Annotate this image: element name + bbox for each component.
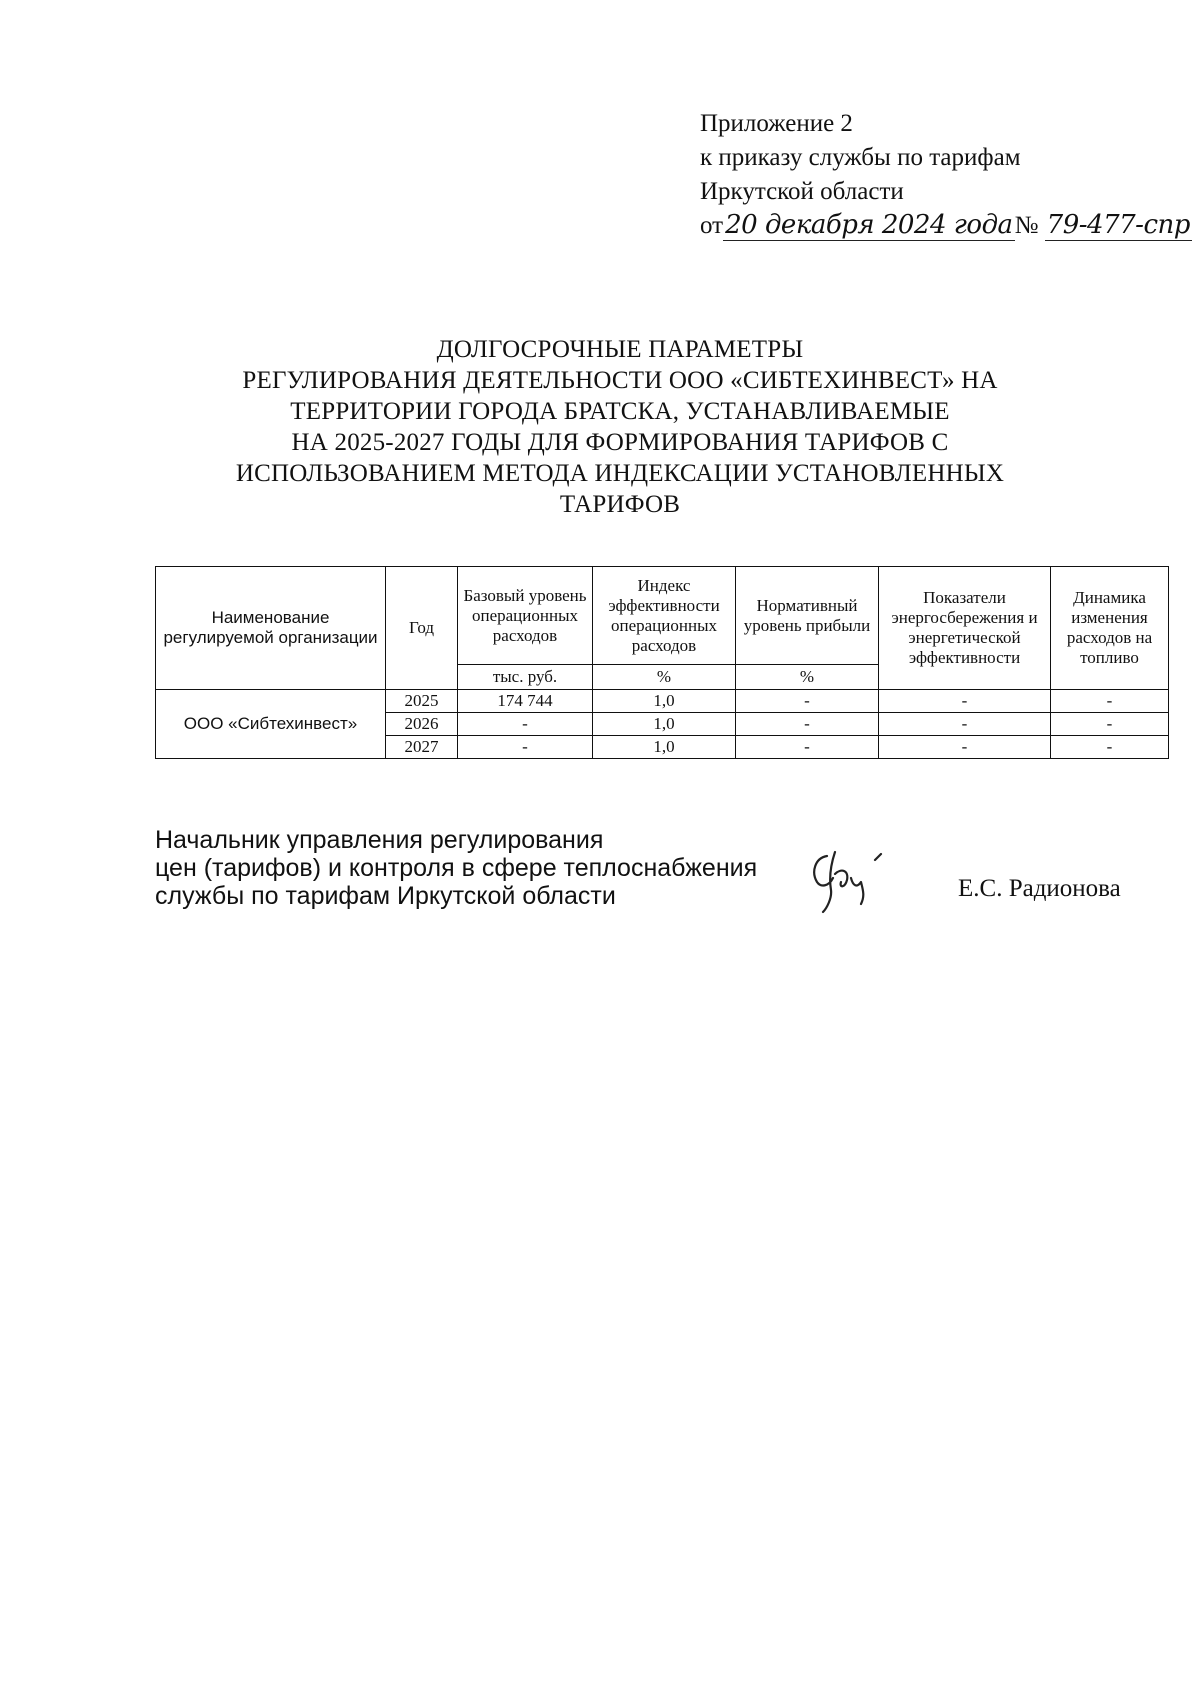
appendix-block [700,107,1192,243]
header-year: Год [386,567,458,690]
fuel-cell: - [1051,690,1169,713]
index-cell: 1,0 [593,736,736,759]
title-line-2: РЕГУЛИРОВАНИЯ ДЕЯТЕЛЬНОСТИ ООО «СИБТЕХИНВЕСТ» НА [242,367,998,394]
year-cell: 2026 [386,713,458,736]
organization-cell: ООО «Сибтехинвест» [156,690,386,759]
profit-cell: - [736,713,879,736]
appendix-line-3: Иркутской области [700,178,904,205]
fuel-cell: - [1051,713,1169,736]
header-base: Базовый уровень операционных расходов [458,567,593,665]
from-prefix: от [700,212,724,239]
signatory-line-3: службы по тарифам Иркутской области [155,882,616,910]
signatory-line-2: цен (тарифов) и контроля в сфере теплоснабжения [155,854,758,882]
header-profit: Нормативный уровень прибыли [736,567,879,665]
document-title [160,334,1080,520]
title-line-3: ТЕРРИТОРИИ ГОРОДА БРАТСКА, УСТАНАВЛИВАЕМЫЕ [290,398,950,425]
index-cell: 1,0 [593,713,736,736]
energy-cell: - [879,690,1051,713]
table-header-row [156,567,1169,665]
energy-cell: - [879,736,1051,759]
fuel-cell: - [1051,736,1169,759]
base-cell: - [458,713,593,736]
title-line-6: ТАРИФОВ [559,491,681,518]
title-line-4: НА 2025-2027 ГОДЫ ДЛЯ ФОРМИРОВАНИЯ ТАРИФОВ С [291,429,949,456]
unit-profit: % [736,665,879,690]
number-prefix: № [1014,212,1039,239]
header-index: Индекс эффективности операционных расходов [593,567,736,665]
unit-index: % [593,665,736,690]
year-cell: 2027 [386,736,458,759]
profit-cell: - [736,690,879,713]
appendix-line-2: к приказу службы по тарифам [700,144,1021,171]
header-org: Наименование регулируемой организации [156,567,386,690]
base-cell: - [458,736,593,759]
header-fuel: Динамика изменения расходов на топливо [1051,567,1169,690]
energy-cell: - [879,713,1051,736]
index-cell: 1,0 [593,690,736,713]
handwritten-date: 20 декабря 2024 года [725,210,1013,240]
table-row [156,690,1169,713]
base-cell: 174 744 [458,690,593,713]
handwritten-signature [805,838,895,918]
signatory-name: Е.С. Радионова [958,875,1121,902]
signatory-line-1: Начальник управления регулирования [155,826,604,854]
title-line-1: ДОЛГОСРОЧНЫЕ ПАРАМЕТРЫ [436,336,804,363]
header-energy: Показатели энергосбережения и энергетической эффективности [879,567,1051,690]
title-line-5: ИСПОЛЬЗОВАНИЕМ МЕТОДА ИНДЕКСАЦИИ УСТАНОВЛЕННЫХ [235,460,1005,487]
appendix-line-1: Приложение 2 [700,110,853,137]
parameters-table [155,566,1169,759]
year-cell: 2025 [386,690,458,713]
profit-cell: - [736,736,879,759]
unit-base: тыс. руб. [458,665,593,690]
order-date-number-line [700,209,1192,243]
signatory-position [155,826,757,910]
handwritten-order-number: 79-477-спр [1046,210,1190,240]
